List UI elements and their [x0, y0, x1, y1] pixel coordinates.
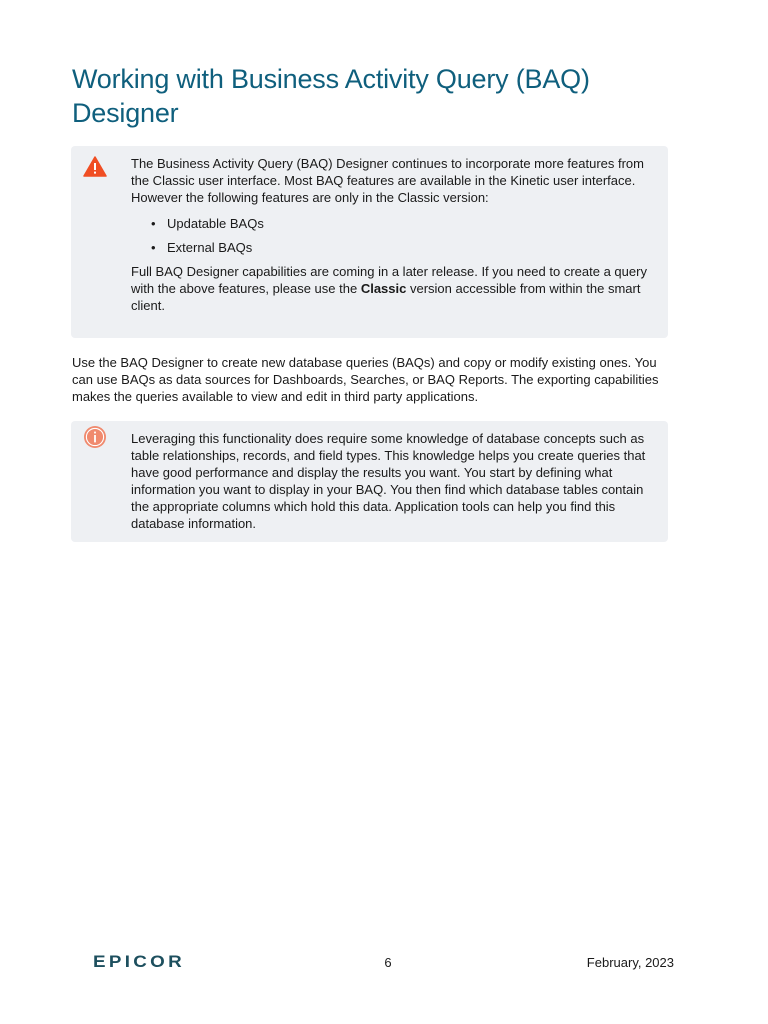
info-icon	[83, 425, 107, 449]
page-number: 6	[384, 955, 392, 970]
info-callout	[71, 421, 668, 542]
page-title: Working with Business Activity Query (BAQ) Designer	[72, 64, 590, 128]
warning-outro	[131, 263, 654, 314]
intro-paragraph: Use the BAQ Designer to create new database queries (BAQs) and copy or modify existing ones. You can use BAQs as data sources for Dashboards, Searches, or BAQ Reports. The exporting capabilities makes the queries available to view and edit in third party applications.	[72, 355, 659, 404]
warning-callout	[71, 146, 668, 338]
footer-date: February, 2023	[586, 955, 674, 970]
info-paragraph: Leveraging this functionality does require some knowledge of database concepts such as table relationships, records, and field types. This knowledge helps you create queries that have good performance and display the results you want. You start by defining what information you want to display in your BAQ. You then find which database tables contain the appropriate columns which hold this data. Application tools can help you find this database information.	[131, 431, 646, 531]
epicor-logo	[93, 952, 187, 970]
warning-outro-end: version accessible from within the smart client.	[131, 281, 641, 313]
feature-list	[131, 215, 654, 256]
list-item: • External BAQs	[151, 239, 654, 256]
warning-icon	[83, 155, 107, 179]
warning-outro-start: Full BAQ Designer capabilities are coming in a later release. If you need to create a query with the above features, please use the	[131, 264, 647, 296]
logo-text: EPICOR	[93, 952, 185, 970]
warning-text	[131, 155, 654, 314]
classic-emphasis: Classic	[360, 281, 407, 296]
list-item: • Updatable BAQs	[151, 215, 654, 232]
warning-intro: The Business Activity Query (BAQ) Designer continues to incorporate more features from the Classic user interface. Most BAQ features are available in the Kinetic user interface. However the following features are only in the Classic version:	[131, 156, 644, 205]
info-text	[131, 430, 654, 532]
